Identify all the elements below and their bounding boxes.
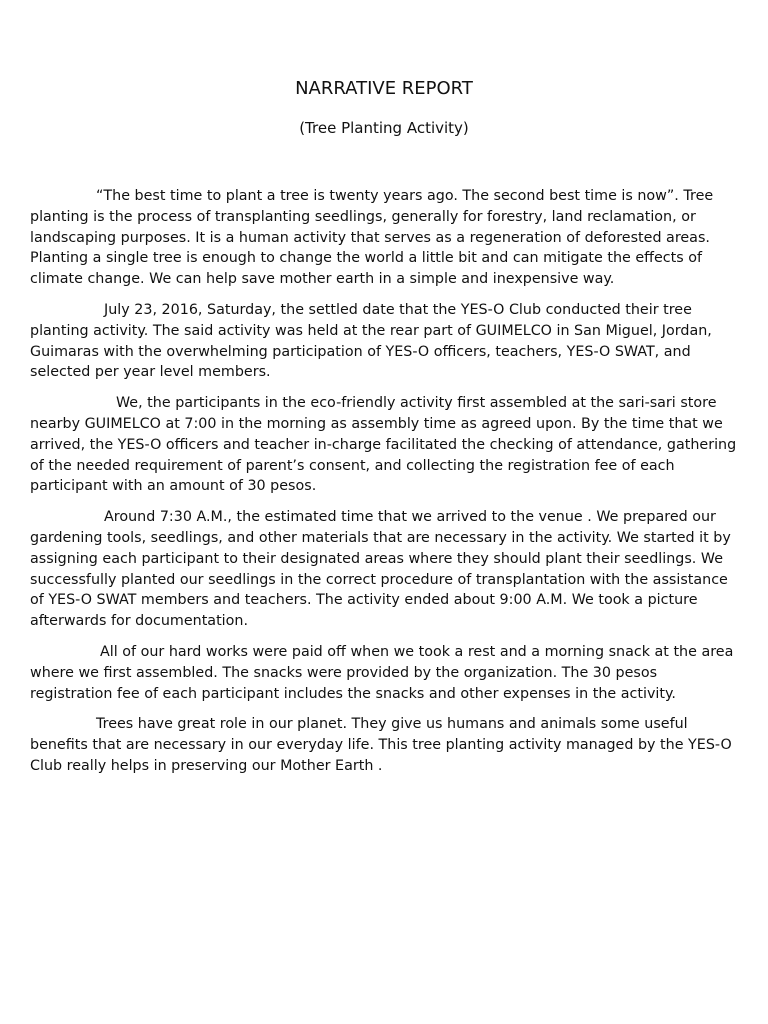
report-title: NARRATIVE REPORT	[295, 78, 473, 99]
paragraph-date-venue: July 23, 2016, Saturday, the settled date that the YES-O Club conducted their tree planting activity. The said activity was held at the rear part of GUIMELCO in San Miguel, Jordan, Guimaras with the overwhelming participation of YES-O officers, teachers, YES-O SWAT, and selected per year level members.	[30, 301, 712, 381]
paragraph-assembly: We, the participants in the eco-friendly activity first assembled at the sari-sari store nearby GUIMELCO at 7:00 in the morning as assembly time as agreed upon. By the time that we arrived, the YES-O officers and teacher in-charge facilitated the checking of attendance, gathering of the needed requirement of parent’s consent, and collecting the registration fee of each participant with an amount of 30 pesos.	[30, 395, 737, 495]
paragraph-snacks: All of our hard works were paid off when we took a rest and a morning snack at the area where we first assembled. The snacks were provided by the organization. The 30 pesos registration fee of each participant includes the snacks and other expenses in the activity.	[30, 643, 734, 702]
paragraph-intro: “The best time to plant a tree is twenty years ago. The second best time is now”. Tree planting is the process of transplanting seedlings, generally for forestry, land reclamation, or landscaping purposes. It is a human activity that serves as a regeneration of deforested areas. Planting a single tree is enough to change the world a little bit and can mitigate the effects of climate change. We can help save mother earth in a simple and inexpensive way.	[30, 188, 714, 288]
paragraph-planting: Around 7:30 A.M., the estimated time that we arrived to the venue . We prepared our gardening tools, seedlings, and other materials that are necessary in the activity. We started it by assigning each participant to their designated areas where they should plant their seedlings. We successfully planted our seedlings in the correct procedure of transplantation with the assistance of YES-O SWAT members and teachers. The activity ended about 9:00 A.M. We took a picture afterwards for documentation.	[30, 509, 731, 630]
report-body	[30, 186, 738, 787]
report-subtitle: (Tree Planting Activity)	[299, 119, 469, 137]
paragraph-conclusion: Trees have great role in our planet. They give us humans and animals some useful benefits that are necessary in our everyday life. This tree planting activity managed by the YES-O Club really helps in preserving our Mother Earth .	[30, 716, 732, 774]
